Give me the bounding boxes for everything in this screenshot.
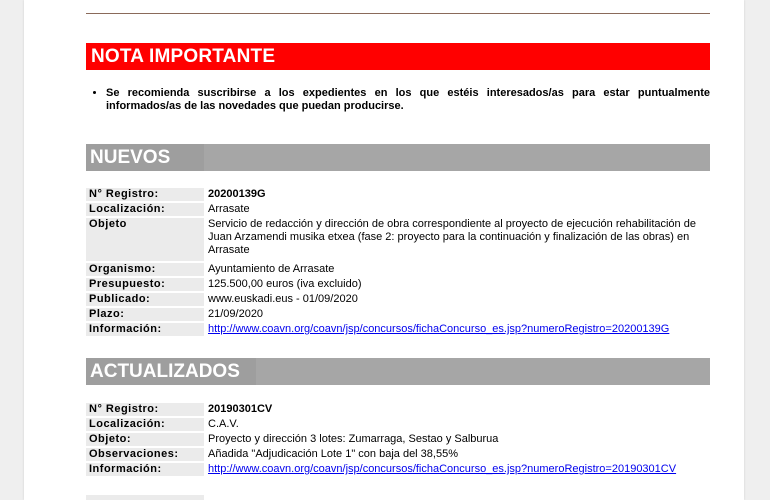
actualizados-title: ACTUALIZADOS [86,358,208,385]
field-value: 21/09/2020 [208,308,264,320]
nuevos-title: NUEVOS [86,144,208,171]
field-label: N° Registro: [86,403,204,416]
table-row [86,448,710,461]
important-note [86,87,710,113]
top-divider [86,13,710,14]
field-label: Objeto: [86,433,204,446]
field-value: Proyecto y dirección 3 lotes: Zumarraga, Sestao y Salburua [208,433,499,445]
field-label: Publicado: [86,293,204,306]
field-value: www.euskadi.eus - 01/09/2020 [208,293,358,305]
table-row [86,463,710,476]
field-value: Ayuntamiento de Arrasate [208,263,335,275]
table-row [86,418,710,431]
field-value: Servicio de redacción y dirección de obra correspondiente al proyecto de ejecución rehabilitación de Juan Arzamendi musika etxea (fase 2: proyecto para la continuación y finalización de las obras) en Arrasate [208,218,696,256]
table-row [86,203,710,216]
field-value: Arrasate [208,203,250,215]
field-label: Observaciones: [86,448,204,461]
field-value: 20190301CV [208,403,273,415]
field-label: Objeto [86,218,204,261]
nuevos-record [86,186,710,338]
table-row [86,278,710,291]
document-page [24,0,744,500]
table-row [86,188,710,201]
field-value: C.A.V. [208,418,239,430]
table-row [86,263,710,276]
field-label: Información: [86,463,204,476]
next-record-partial [86,495,204,500]
field-label: N° Registro: [86,188,204,201]
field-label: Localización: [86,203,204,216]
table-row [86,293,710,306]
important-text: • Se recomienda suscribirse a los expedientes en los que estéis interesados/as para estar puntualmente informados/as de las novedades que puedan producirse. [106,87,710,113]
important-banner [86,43,710,70]
field-label: Plazo: [86,308,204,321]
field-value: 20200139G [208,188,266,200]
field-value: 125.500,00 euros (iva excluido) [208,278,362,290]
table-row [86,323,710,336]
field-label: Organismo: [86,263,204,276]
table-row [86,218,710,261]
table-row [86,403,710,416]
field-label: Presupuesto: [86,278,204,291]
nuevos-banner [86,144,710,171]
field-label: Información: [86,323,204,336]
info-link[interactable]: http://www.coavn.org/coavn/jsp/concursos/fichaConcurso_es.jsp?numeroRegistro=20200139G [208,323,670,335]
table-row [86,308,710,321]
table-row [86,433,710,446]
field-label: Localización: [86,418,204,431]
field-value: Añadida "Adjudicación Lote 1" con baja del 38,55% [208,448,458,460]
important-title: NOTA IMPORTANTE [91,46,276,67]
info-link[interactable]: http://www.coavn.org/coavn/jsp/concursos/fichaConcurso_es.jsp?numeroRegistro=20190301CV [208,463,677,475]
actualizados-record [86,401,710,478]
actualizados-banner [86,358,710,385]
